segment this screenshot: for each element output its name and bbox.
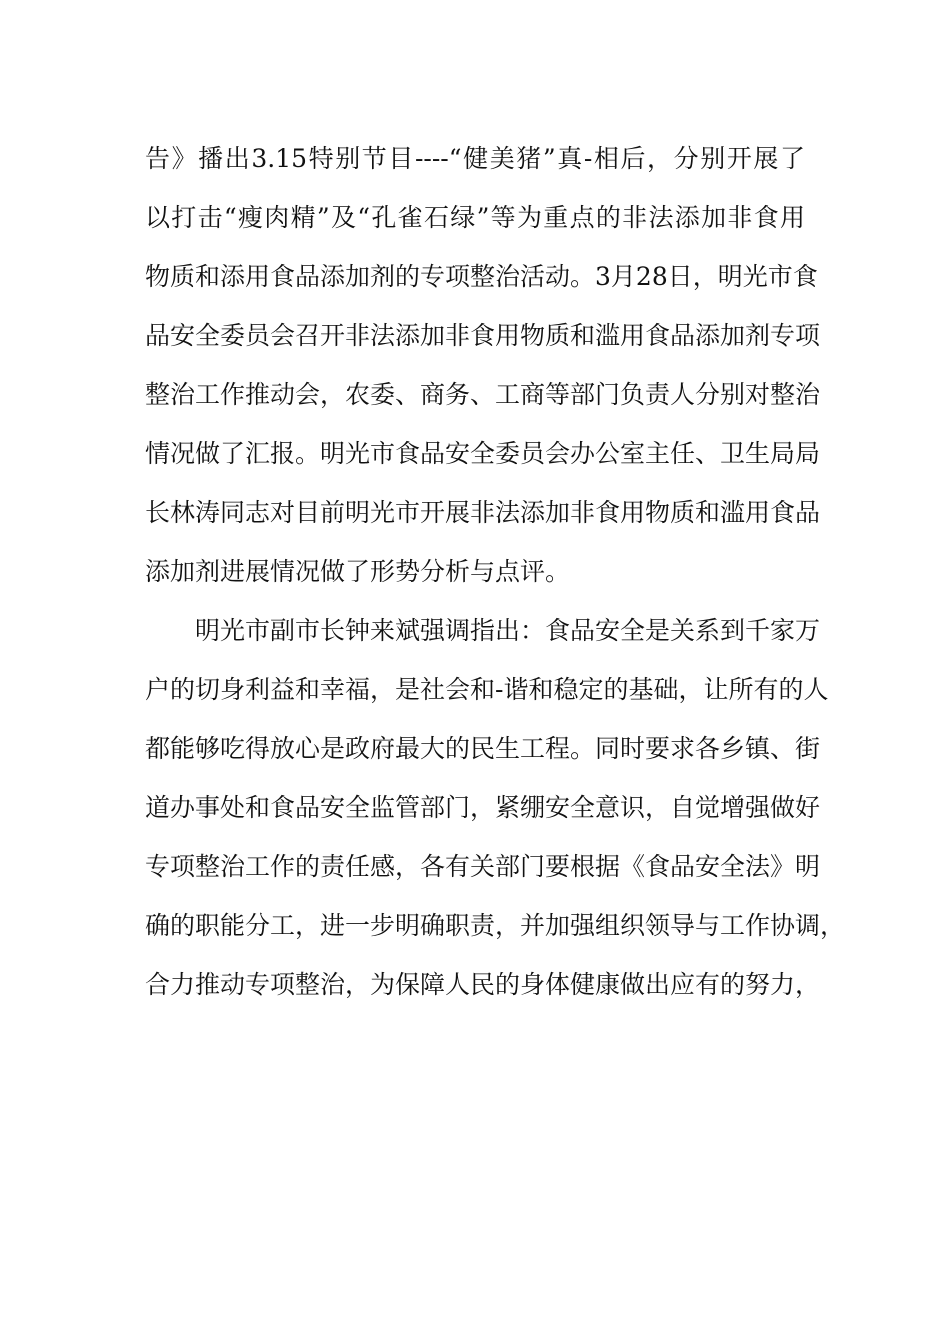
paragraph-line: 整治工作推动会，农委、商务、工商等部门负责人分别对整治 [145,380,821,409]
paragraph-line: 道办事处和食品安全监管部门，紧绷安全意识，自觉增强做好 [145,793,821,822]
paragraph-line: 户的切身利益和幸福，是社会和-谐和稳定的基础，让所有的人 [145,675,829,704]
paragraph-line: 情况做了汇报。明光市食品安全委员会办公室主任、卫生局局 [145,439,821,468]
paragraph-line: 物质和添用食品添加剂的专项整治活动。3月28日，明光市食 [145,262,818,291]
paragraph-line: 确的职能分工，进一步明确职责，并加强组织领导与工作协调， [145,911,846,940]
paragraph-line: 长林涛同志对目前明光市开展非法添加非食用物质和滥用食品 [145,498,821,527]
document-body [145,129,846,1014]
paragraph-line: 以打击“瘦肉精”及“孔雀石绿”等为重点的非法添加非食用 [145,203,805,232]
paragraph-line: 品安全委员会召开非法添加非食用物质和滥用食品添加剂专项 [145,321,821,350]
paragraph-line: 合力推动专项整治，为保障人民的身体健康做出应有的努力， [145,970,821,999]
paragraph-line: 专项整治工作的责任感，各有关部门要根据《食品安全法》明 [145,852,821,881]
paragraph-line: 告》播出3.15特别节目----“健美猪”真-相后，分别开展了 [145,144,805,173]
paragraph-line: 添加剂进展情况做了形势分析与点评。 [145,557,571,586]
paragraph-first-line: 明光市副市长钟来斌强调指出：食品安全是关系到千家万 [195,616,821,645]
paragraph-line: 都能够吃得放心是政府最大的民生工程。同时要求各乡镇、街 [145,734,821,763]
